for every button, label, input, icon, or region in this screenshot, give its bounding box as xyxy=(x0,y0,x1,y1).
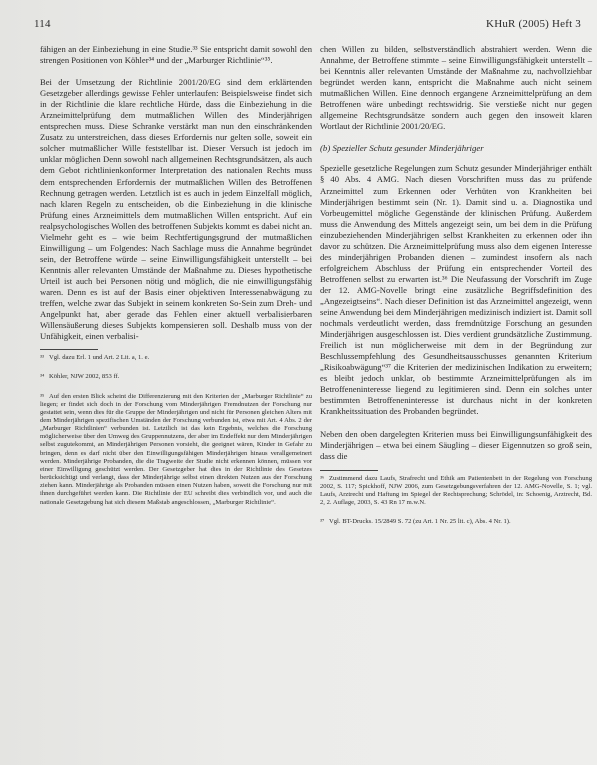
right-paragraph-2: Spezielle gesetzliche Regelungen zum Schutz gesunder Minderjähriger enthält § 40 Abs. 4 AMG. Nach diesen Vorschriften muss das zu prüfende Arzneimittel zum Erkennen oder Verhüten von Krankheiten bei Minderjährigen bestimmt sein (Nr. 1). Damit sind u. a. Diagnostika und Vorbeugemittel mögliche Gegenstände der klinischen Prüfung. Außerdem muss die Anwendung des Mittels angezeigt sein, um bei dem in die Prüfung einzubeziehenden Minderjährigen selbst Krankheiten zu erkennen oder ihn davor zu schützen. Die Arzneimittelprüfung muss also dem eigenen Interesse des minderjährigen Probanden dienen – zumindest insofern als nach erfolgreichem Abschluss der Prüfung ein entsprechender Vorteil des Betroffenen selbst zu erwarten ist.³⁶ Die Neufassung der Vorschrift im Zuge der 12. AMG-Novelle bringt eine zusätzliche Begriffsdefinition des „Angezeigtseins“. Nach dieser Definition ist das Arzneimittel angezeigt, wenn seine Anwendung bei dem Minderjährigen medizinisch indiziert ist. Damit soll nochmals verdeutlicht werden, dass fremdnützige Forschung an gesunden Minderjährigen ausgeschlossen ist. Dies verdient grundsätzliche Zustimmung. Freilich ist nun möglicherweise mit dem in der Begründung zur Beschlussempfehlung des Gesundheitsausschusses genannten Kriterium „Risikoabwägung“³⁷ die Kriterien der medizinischen Indikation zu erweitern; es bleibt jedoch unklar, ob bestimmte Arzneimittelprüfungen als im Betroffeneninteresse liegend zu legitimieren sind. Denn ein solches unter bestimmten Betroffeneninteresse ist durchaus nicht in der konkreten Krankheitssituation des Probanden begründet. xyxy=(320,163,592,417)
left-paragraph-2: Bei der Umsetzung der Richtlinie 2001/20/EG sind dem erklärtenden Gesetzgeber allerdings gewisse Fehler unterlaufen: Beispielsweise findet sich in der Richtlinie die klare rechtliche Hürde, dass die Einbeziehung in die Arzneimittelprüfung dem mutmaßlichen Willen des Minderjährigen entsprechen muss. Diese Schranke verstärkt man nun den einschränkenden Zusatz zu unterstreichen, dass dieses Erfordernis nur gelten solle, soweit ein solcher mutmaßlicher Wille feststellbar ist. Dieser Versuch ist jedoch im unklar möglichen Denn sowohl nach allgemeinen Rechtsgrundsätzen, als auch dem Gebot richtlinienkonformer Interpretation des nationalen Rechts muss dem entsprechenden Erfordernis der mutmaßlichen Willen des Betroffenen Rechnung getragen werden. Letztlich ist es auch in jedem Einzelfall möglich, nach klaren Regeln zu entscheiden, ob die Einbeziehung in die klinische Prüfung eines Arzneimittels dem mutmaßlichen Willen entspricht. Auf ein realpsychologisches Wollen des betroffenen Subjekts kommt es dabei nicht an. Vielmehr geht es – wie beim Rechtfertigungsgrund der mutmaßlichen Einwilligung – um Folgendes: Nach Sachlage muss die Annahme begründet sein, der Betroffene würde – seine Einwilligungsfähigkeit unterstellt – bei Kenntnis aller relevanten Umstände der Maßnahme zu. Dieses hypothetische Urteil ist auch bei Personen nötig und möglich, die nie einwilligungsfähig waren. Denn es ist auf der Basis einer objektiven Interessenabwägung zu treffen, welche zwar das Subjekt in seinem konkreten So-Sein zum Dreh- und Angelpunkt hat, aber gerade das Fehlen einer aktuell verbalisierbaren Willensäußerung dieses Subjekts kompensieren soll. Deshalb muss von der Unfähigkeit, einen verbalisi- xyxy=(40,77,312,342)
footnote-33: ³³ Vgl. dazu Erl. 1 und Art. 2 Lit. a, 1. e. xyxy=(40,354,150,362)
journal-title: KHuR (2005) Heft 3 xyxy=(486,18,581,30)
page-number: 114 xyxy=(34,18,51,30)
right-footnotes xyxy=(320,475,592,527)
footnote-35: ³⁵ Auf den ersten Blick scheint die Differenzierung mit den Kriterien der „Marburger Richtlinie“ zu liegen; er findet sich doch in der Forschung vom Minderjährigen Fremdnutzen der Forschung nur gestattet sein, wenn dies für die Gruppe der Minderjährigen und nicht für Personen gleichen Alters mit dem Minderjährigen spezifischen Umständen der Forschung verbunden ist, etwa mit Art. 4 Abs. 2 der „Marburger Richtlinien“ verbunden ist. Letztlich ist das kein Ergebnis, welches die Forschung möglicherweise über den Umweg des Gruppennutzens, der aber im Endeffekt nur dem Minderjährigen selbst zugutekommt, an Minderjährigen Personen vorsieht, die geeignet wären, Kinder in Gefahr zu bringen, denn es darf nicht über den Einwilligungsfähigen Minderjährigen hinaus verallgemeinert werden. Minderjährige Probanden, die die Tragweite der Studie nicht erkennen können, müssen vor einer Einwilligung geschützt werden. Der Gesetzgeber hat dies in der Richtlinie des Gesetzes berücksichtigt und verlangt, dass der Minderjährige selbst einen direkten Nutzen aus der Forschung ziehen kann. Minderjährige als Probanden müssen einen Nutzen haben, soweit die Forschung nur mit ihnen durchgeführt werden kann. Die Richtlinie der EU schreibt dies verbindlich vor, und auch die nationale Gesetzgebung hat sich diesem Maßstab angeschlossen, „Marburger Richtlinie“. xyxy=(40,392,312,506)
left-column xyxy=(40,44,312,518)
left-footnotes xyxy=(40,354,312,507)
footnote-34: ³⁴ Köhler, NJW 2002, 853 ff. xyxy=(40,373,120,381)
right-paragraph-3: Neben den oben dargelegten Kriterien muss bei Einwilligungsunfähigkeit des Minderjährigen – etwa bei einem Säugling – dieser Eigennutzen so groß sein, dass die xyxy=(320,428,592,461)
right-column xyxy=(320,44,592,537)
footnote-divider xyxy=(40,349,98,350)
running-head xyxy=(34,18,581,32)
footnote-36: ³⁶ Zustimmend dazu Laufs, Strafrecht und Ethik am Patientenbett in der Regelung von Forschung 2002, S. 117; Spickhoff, NJW 2006, zum Gesetzgebungsverfahren der 12. AMG-Novelle, S. 1; vgl. Laufs, Arztrecht und Haftung im Spiegel der Rechtsprechung; Schrödel, in: Schoenig, Arztrecht, Bd. 2, 2. Auflage, 2003, S. 43 Rn 17 m.w.N. xyxy=(320,474,592,507)
footnote-37: ³⁷ Vgl. BT-Drucks. 15/2849 S. 72 (zu Art. 1 Nr. 25 lit. c), Abs. 4 Nr. 1). xyxy=(320,518,511,526)
left-paragraph-1: fähigen an der Einbeziehung in eine Studie.³³ Sie entspricht damit sowohl den strengen Positionen von Köhler³⁴ und der „Marburger Richtlinie“³⁵. xyxy=(40,44,312,66)
right-paragraph-1: chen Willen zu bilden, selbstverständlich abstrahiert werden. Wenn die Annahme, der Betroffene stimmte – seine Einwilligungsfähigkeit unterstellt – bei Kenntnis aller relevanten Umstände der Maßnahme zu, nachvollziehbar begründet werden kann, entspricht die Maßnahme auch nicht seinem mutmaßlichen Willen. Eine dennoch ergangene Arzneimittelprüfung an dem Betroffenen wäre unbedingt rechtswidrig. Sie verstieße nicht nur gegen allgemeine Rechtsgrundsätze sondern auch gegen den insoweit klaren Wortlaut der Richtlinie 2001/20/EG. xyxy=(320,44,592,132)
section-heading: (b) Spezieller Schutz gesunder Minderjähriger xyxy=(320,143,484,154)
footnote-divider xyxy=(320,470,378,471)
